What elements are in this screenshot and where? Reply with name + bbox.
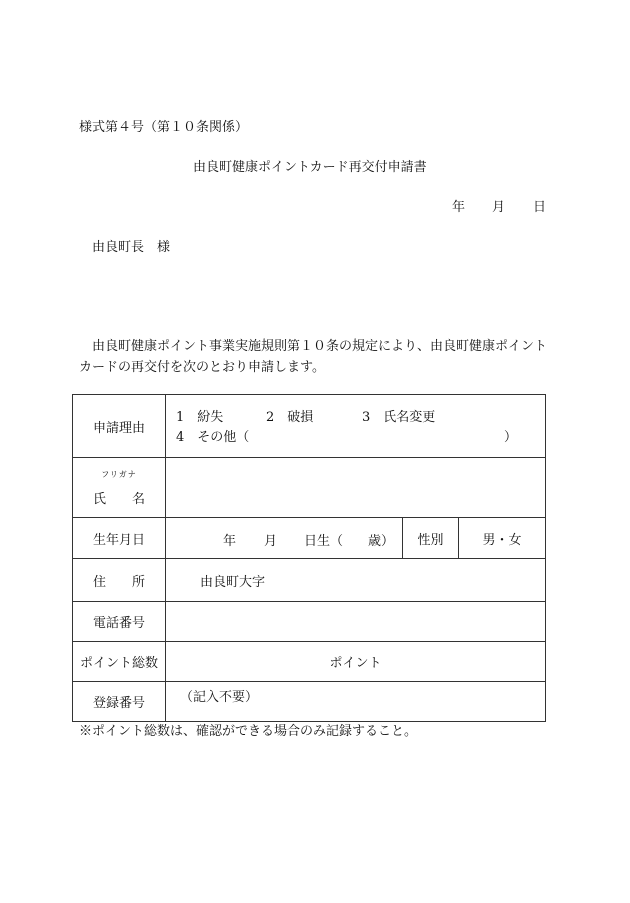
dob-year-label: 年	[223, 534, 237, 549]
registration-label: 登録番号	[73, 682, 166, 722]
name-row	[73, 458, 546, 518]
reason-label: 申請理由	[73, 395, 166, 458]
reason-option-lost[interactable]: 1 紛失	[176, 410, 224, 425]
points-field[interactable]: ポイント	[166, 642, 546, 682]
sex-field[interactable]: 男・女	[482, 532, 522, 548]
dob-label: 生年月日	[73, 518, 166, 559]
document-title: 由良町健康ポイントカード再交付申請書	[193, 160, 427, 175]
furigana-label: フリガナ	[101, 469, 137, 479]
sex-label: 性別	[403, 518, 459, 558]
points-row	[73, 642, 546, 682]
reason-row	[73, 395, 546, 458]
reason-other-close-paren: ）	[504, 430, 518, 445]
body-text	[79, 336, 549, 378]
dob-month-label: 月	[264, 534, 278, 549]
registration-note: （記入不要）	[166, 682, 546, 722]
reason-options-cell[interactable]	[166, 395, 546, 458]
name-label: 氏 名	[92, 491, 145, 507]
date-month-label: 月	[492, 200, 506, 215]
body-paragraph: 由良町健康ポイント事業実施規則第１０条の規定により、由良町健康ポイントカードの再交付を次のとおり申請します。	[79, 339, 548, 375]
phone-field[interactable]	[166, 602, 546, 642]
footnote: ※ポイント総数は、確認ができる場合のみ記録すること。	[79, 724, 418, 739]
registration-row	[73, 682, 546, 722]
points-label: ポイント総数	[73, 642, 166, 682]
reason-option-name-change[interactable]: 3 氏名変更	[362, 410, 436, 425]
address-field[interactable]: 由良町大字	[166, 559, 546, 602]
phone-label: 電話番号	[73, 602, 166, 642]
dob-field[interactable]	[166, 518, 403, 558]
application-form-table	[72, 394, 546, 722]
address-label: 住 所	[73, 559, 166, 602]
dob-age-label: 歳）	[368, 534, 395, 549]
reason-option-damaged[interactable]: 2 破損	[266, 410, 314, 425]
address-row	[73, 559, 546, 602]
dob-row	[73, 518, 546, 559]
dob-day-label: 日生（	[304, 534, 344, 549]
form-number: 様式第４号（第１０条関係）	[79, 120, 249, 135]
addressee: 由良町長 様	[92, 240, 171, 255]
date-year-label: 年	[452, 200, 466, 215]
date-day-label: 日	[533, 200, 547, 215]
name-field[interactable]	[166, 458, 546, 518]
reason-option-other[interactable]: 4 その他（	[176, 430, 250, 445]
phone-row	[73, 602, 546, 642]
name-label-cell	[73, 458, 166, 518]
